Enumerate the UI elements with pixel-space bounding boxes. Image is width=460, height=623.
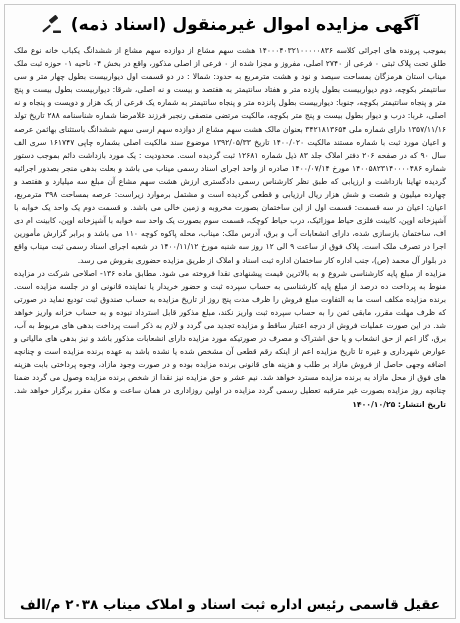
notice-title: آگهی مزایده اموال غیرمنقول (اسناد ذمه) [70,15,420,35]
notice-paragraph-1: بموجب پرونده های اجرائی کلاسه ۱۴۰۰۰۴۰۳۲۱۰۰۰۰۰۸۳۶ هشت سهم مشاع از دوازده سهم مشاع از ششدانگ یکباب خانه نوع ملک طلق تحت پلاک ثبتی ۰ فرعی از ۲۷۴۰ اصلی، مفروز و مجزا شده از ۰ فرعی از اصلی مذکور، واقع در بخش ۰۴ ناحیه ۰۱ حوزه ثبت ملک میناب استان هرمزگان بمساحت سیصد و نود و هشت مترمربع به حدود: شمالا : در دو قسمت اول دیواربیست بطول چهار متر و سی سانتیمتر بکوچه، دوم دیواربیست بطول یازده متر و هفتاد سانتیمتر به هفتصد و بیست و نه اصلی، شرقا: دیواربیست بطول بیست و پنج متر و پنجاه سانتیمتر بکوچه، جنوبا: دیواربیست بطول پانزده متر و پنجاه سانتیمتر به شماره یک فرعی از یک هزار و دویست و پنجاه و نه اصلی، غربا: درب و دیوار بطول بیست و پنج متر بکوچه، مالکیت مرتضی منصفی رنجبر فرزند غلامرضا شماره شناسنامه ۲۸۸ تاریخ تولد ۱۳۵۷/۱۱/۱۶ دارای شماره ملی ۳۴۲۱۸۱۳۶۵۴ بعنوان مالک هشت سهم مشاع از دوازده سهم ارسی سهم ششدانگ باستثنای بهاثمن عرصه و اعیان مورد ثبت با شماره مستند مالکیت ۱۴۰۰/۰۲۰ تاریخ ۱۳۹۲/۰۵/۳۳ موضوع سند مالکیت اصلی بشماره چاپی ۱۶۱۷۴۷ سری الف سال ۹۰ که در صفحه ۲۰۶ دفتر املاک جلد ۸۳ ذیل شماره ۱۲۶۸۱ ثبت گردیده است. محدودیت : یک مورد بازداشت دائم بموجب دستور شماره ۱۴۰۰۵۸۲۳۱۴۰۰۰۰۴۸۶ مورخ ۱۴۰۰/۰۷/۱۴ صادره از واحد اجرای اسناد رسمی میناب می باشد و بعلت بدهی منجر بصدور اجرائیه گردیده تهاینا بازداشت و ارزیابی که طبق نظر کارشناس رسمی دادگستری ارزش هشت سهم مشاع آن مبلغ سه میلیارد و هفتصد و چهارده میلیون و شصت و شش هزار ریال ارزیابی و قطعی گردیده است و مشتمل برموارد زیراست: عرصه بمساحت ۳۹۸ مترمربع، اعیان: اعیان در سه قسمت: قسمت اول از این ساختمان بصورت مخروبه و زمین خالی می باشد. و قسمت دوم یک واحد یک خوابه با آشپزخانه اوپن، کابینت فلزی حیاط موزائیک، درب حیاط کوچک، قسمت سوم بصورت یک واحد سه خوابه با آشپزخانه اوپن، کابینت ام دی اف، ساختمان بازسازی شده، دارای انشعابات آب و برق، آدرس ملک: میناب، محله پاکوه کوچه ۱۱۰ می باشد و برابر گزارش مأمورین اجرا در تصرف ملک است. پلاک فوق از ساعت ۹ الی ۱۲ روز سه شنبه مورخ ۱۴۰۰/۱۱/۱۲ در شعبه اجرای اسناد رسمی ثبت میناب واقع در بلوار آل محمد (ص)، جنب اداره کار ساختمان اداره ثبت اسناد و املاک از طریق مزایده حضوری بفروش می رسد. [14,46,447,265]
publish-date-value: ۱۴۰۰/۱۰/۲۵ [352,399,396,409]
notice-paragraph-2-text: مزایده از مبلغ پایه کارشناسی شروع و به بالاترین قیمت پیشنهادی نقدا فروخته می شود. مطابق ماده ۱۳۶- اصلاحی شرکت در مزایده منوط به پرداخت ده درصد از مبلغ پایه کارشناسی به حساب سپرده ثبت و حضور خریدار یا نماینده قانونی او در جلسه مزایده است. برنده مزایده مکلف است ما به التفاوت مبلغ فروش را ظرف مدت پنج روز از تاریخ مزایده به حساب صندوق ثبت تودیع نماید در صورتی که ظرف مهلت مقرر، مابقی ثمن را به حساب سپرده ثبت واریز نکند، مبلغ مذکور قابل استرداد نبوده و به حساب خزانه واریز خواهد شد. در این صورت عملیات فروش از درجه اعتبار ساقط و مزایده تجدید می گردد و لازم به ذکر است پرداخت بدهی های مربوط به آب، برق، گاز اعم از حق انشعاب و یا حق اشتراک و مصرف در صورتیکه مورد مزایده دارای انشعابات مذکور باشد و نیز بدهی های مالیاتی و عوارض شهرداری و غیره تا تاریخ مزایده اعم از اینکه رقم قطعی آن مشخص شده یا نشده باشد به عهده برنده مزایده است و چنانچه اضافه وجهی حاصل از فروش مازاد بر طلب و هزینه های قانونی برنده مزایده بوده و در صورت وجود مازاد، وجوه پرداختی بابت هزینه های فوق از محل مازاد به برنده مزایده مسترد خواهد شد. نیم عشر و حق مزایده نیز نقدا از شخص برنده مزایده وصول می گردد ضمنا چنانچه روز مزایده بصورت غیر مترقبه تعطیل رسمی گردد مزایده در اولین روزاداری در همان ساعت و مکان مقرر برگزار خواهد شد. [14,268,446,396]
publish-date-label: تاریخ انتشار: [397,399,446,409]
notice-signature: عقیل قاسمی رئیس اداره ثبت اسناد و املاک میناب ۲۰۳۸ م/الف [19,597,441,613]
notice-border [4,4,456,619]
auction-gavel-icon [41,14,63,36]
title-row [8,8,452,42]
